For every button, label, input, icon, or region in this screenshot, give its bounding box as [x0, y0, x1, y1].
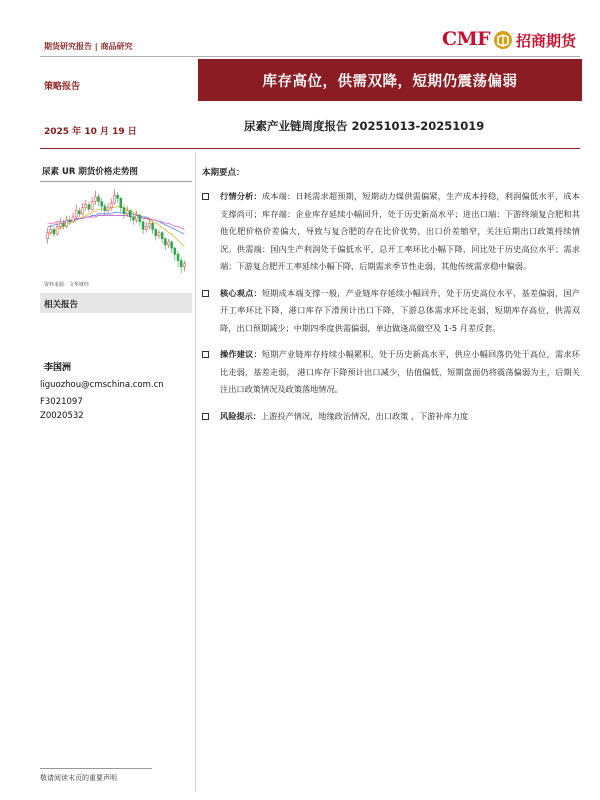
candle-8 [72, 212, 74, 223]
report-category: 期货研究报告 | 商品研究 [44, 42, 133, 51]
candle-26 [129, 209, 131, 221]
item-text: 上游投产情况，地缘政治情况，出口政策 ，下游补库力度 [260, 410, 469, 421]
summary-item-risk [202, 408, 580, 426]
logo-brand-text: CMF [442, 28, 491, 50]
candle-body [129, 211, 131, 217]
item-lead: 风险提示： [220, 410, 261, 421]
candle-0 [47, 228, 49, 244]
bullet-square-icon [202, 413, 209, 420]
candle-6 [66, 215, 68, 227]
item-lead: 操作建议： [220, 349, 262, 359]
candle-body [75, 211, 77, 217]
candle-body [85, 205, 87, 208]
candle-38 [167, 239, 169, 248]
candle-35 [158, 229, 160, 238]
chart-source: 资料来源：文华财经 [44, 282, 90, 288]
candle-body [110, 203, 112, 208]
candle-body [145, 226, 147, 229]
logo-cn-text: 招商期货 [516, 32, 577, 50]
candle-33 [152, 222, 154, 234]
report-subtitle: 尿素产业链周度报告 20251013-20251019 [244, 119, 485, 133]
candle-21 [113, 189, 115, 205]
report-type-label: 策略报告 [44, 82, 81, 92]
bullet-square-icon [202, 290, 209, 297]
candle-body [88, 205, 90, 210]
price-chart-svg [40, 183, 192, 281]
candle-30 [142, 220, 144, 234]
candle-10 [78, 208, 80, 217]
candle-28 [136, 211, 138, 223]
logo-emblem-icon [494, 31, 512, 49]
candle-39 [171, 240, 173, 252]
summary-item-market [202, 188, 580, 276]
candle-42 [180, 257, 182, 273]
candle-body [91, 201, 93, 209]
candle-body [177, 254, 179, 260]
candle-12 [85, 200, 87, 211]
candle-24 [123, 205, 125, 219]
candle-3 [56, 222, 58, 236]
candle-body [97, 197, 99, 202]
candle-27 [132, 214, 134, 225]
candle-body [120, 198, 122, 207]
candle-body [142, 222, 144, 230]
candle-body [148, 223, 150, 226]
candle-body [72, 217, 74, 222]
candle-body [161, 233, 163, 239]
candle-41 [177, 251, 179, 267]
candle-23 [120, 197, 122, 213]
header-divider [40, 56, 580, 57]
candle-body [139, 215, 141, 221]
bullet-square-icon [202, 193, 209, 200]
candle-22 [117, 192, 119, 203]
candle-14 [91, 197, 93, 211]
candle-body [47, 233, 49, 239]
candle-31 [145, 222, 147, 233]
moving-average-line-2 [48, 215, 185, 229]
bullet-square-icon [202, 351, 209, 358]
footer-disclaimer: 敬请阅读末页的重要声明 [40, 774, 117, 782]
report-date: 2025 年 10 月 19 日 [44, 127, 137, 137]
column-divider [195, 152, 196, 792]
candle-body [180, 261, 182, 267]
candle-body [50, 229, 52, 232]
summary-item-advice [202, 346, 580, 399]
candle-43 [183, 261, 185, 272]
candle-34 [155, 228, 157, 240]
candle-40 [174, 247, 176, 261]
price-chart-title: 尿素 UR 期货价格走势图 [40, 160, 192, 182]
candle-body [126, 211, 128, 214]
candle-body [117, 195, 119, 198]
candle-body [107, 208, 109, 211]
item-lead: 行情分析： [220, 191, 262, 201]
related-reports-heading: 相关报告 [40, 293, 192, 313]
report-title-banner [198, 59, 582, 101]
candle-body [132, 217, 134, 220]
candle-body [94, 197, 96, 202]
summary-item-view [202, 285, 580, 338]
candle-body [171, 242, 173, 248]
candle-body [183, 264, 185, 267]
candle-body [136, 215, 138, 220]
candle-body [104, 206, 106, 211]
candle-2 [53, 226, 55, 237]
summary-section [202, 166, 580, 434]
report-title: 库存高位，供需双降，短期仍震荡偏弱 [262, 73, 518, 90]
analyst-name: 李国洲 [44, 363, 72, 373]
candle-16 [97, 194, 99, 206]
candle-body [53, 229, 55, 234]
candle-29 [139, 214, 141, 226]
analyst-email[interactable]: liguozhou@cmschina.com.cn [40, 380, 164, 390]
summary-heading: 本期要点： [202, 168, 245, 178]
footer-divider [40, 768, 152, 769]
candle-body [167, 242, 169, 245]
candle-11 [82, 203, 84, 215]
item-text: 成本端：日耗需求超预期，短期动力煤供需偏紧，生产成本持稳，利润偏低水平，成本支撑尚可；库存端：企业库存延续小幅回升，处于历史新高水平；进出口端：下游终端复合肥和其他化肥价格价差偏大，导致与复合肥的存在比价优势，出口价差缩窄，关注后期出口政策持续情况。供需端：国内生产利润处于偏低水平，总开工率环比小幅下降，同比处于历史高位水平；需求端：下游复合肥开工率延续小幅下降，后期需求季节性走弱，其他传统需求稳中偏弱。 [220, 191, 580, 271]
company-logo [442, 28, 582, 52]
candle-19 [107, 203, 109, 214]
candle-body [113, 195, 115, 203]
item-lead: 核心观点： [220, 287, 262, 298]
candle-body [123, 208, 125, 214]
candle-body [155, 229, 157, 235]
item-text: 短期成本端支撑一般，产业链库存延续小幅回升，处于历史高位水平，基差偏弱，国产开工率环比下降，港口库存下滑预计出口下降，下游总体需求环比走弱，短期库存高位，供需双降，出口预期减少；中期四季度供需偏弱，单边做逢高做空及 1-5 月差反套。 [220, 287, 580, 333]
item-text: 短期产业链库存持续小幅累积，处于历史新高水平，供应小幅回落仍处于高位，需求环比走弱，基差走弱， 港口库存下降预计出口减少，估值偏低，短期盘面仍将震荡偏弱为主，后期关注出口政策情况及政策落地情况。 [220, 349, 580, 394]
candle-body [59, 223, 61, 226]
candle-9 [75, 205, 77, 219]
candle-36 [161, 231, 163, 243]
analyst-cert-futures: F3021097 [40, 397, 83, 407]
candle-body [152, 223, 154, 229]
candle-15 [94, 191, 96, 205]
candle-body [69, 220, 71, 222]
candle-20 [110, 198, 112, 210]
candle-body [158, 233, 160, 236]
analyst-cert-consult: Z0020532 [40, 411, 84, 421]
price-chart [40, 183, 192, 281]
candle-body [164, 239, 166, 245]
candle-body [66, 220, 68, 226]
subtitle-divider [40, 148, 580, 149]
candle-body [174, 248, 176, 254]
candle-body [56, 226, 58, 234]
candle-37 [164, 237, 166, 249]
candle-body [101, 201, 103, 206]
candle-13 [88, 201, 90, 212]
candle-body [62, 223, 64, 226]
candle-body [82, 208, 84, 214]
candle-body [78, 211, 80, 214]
